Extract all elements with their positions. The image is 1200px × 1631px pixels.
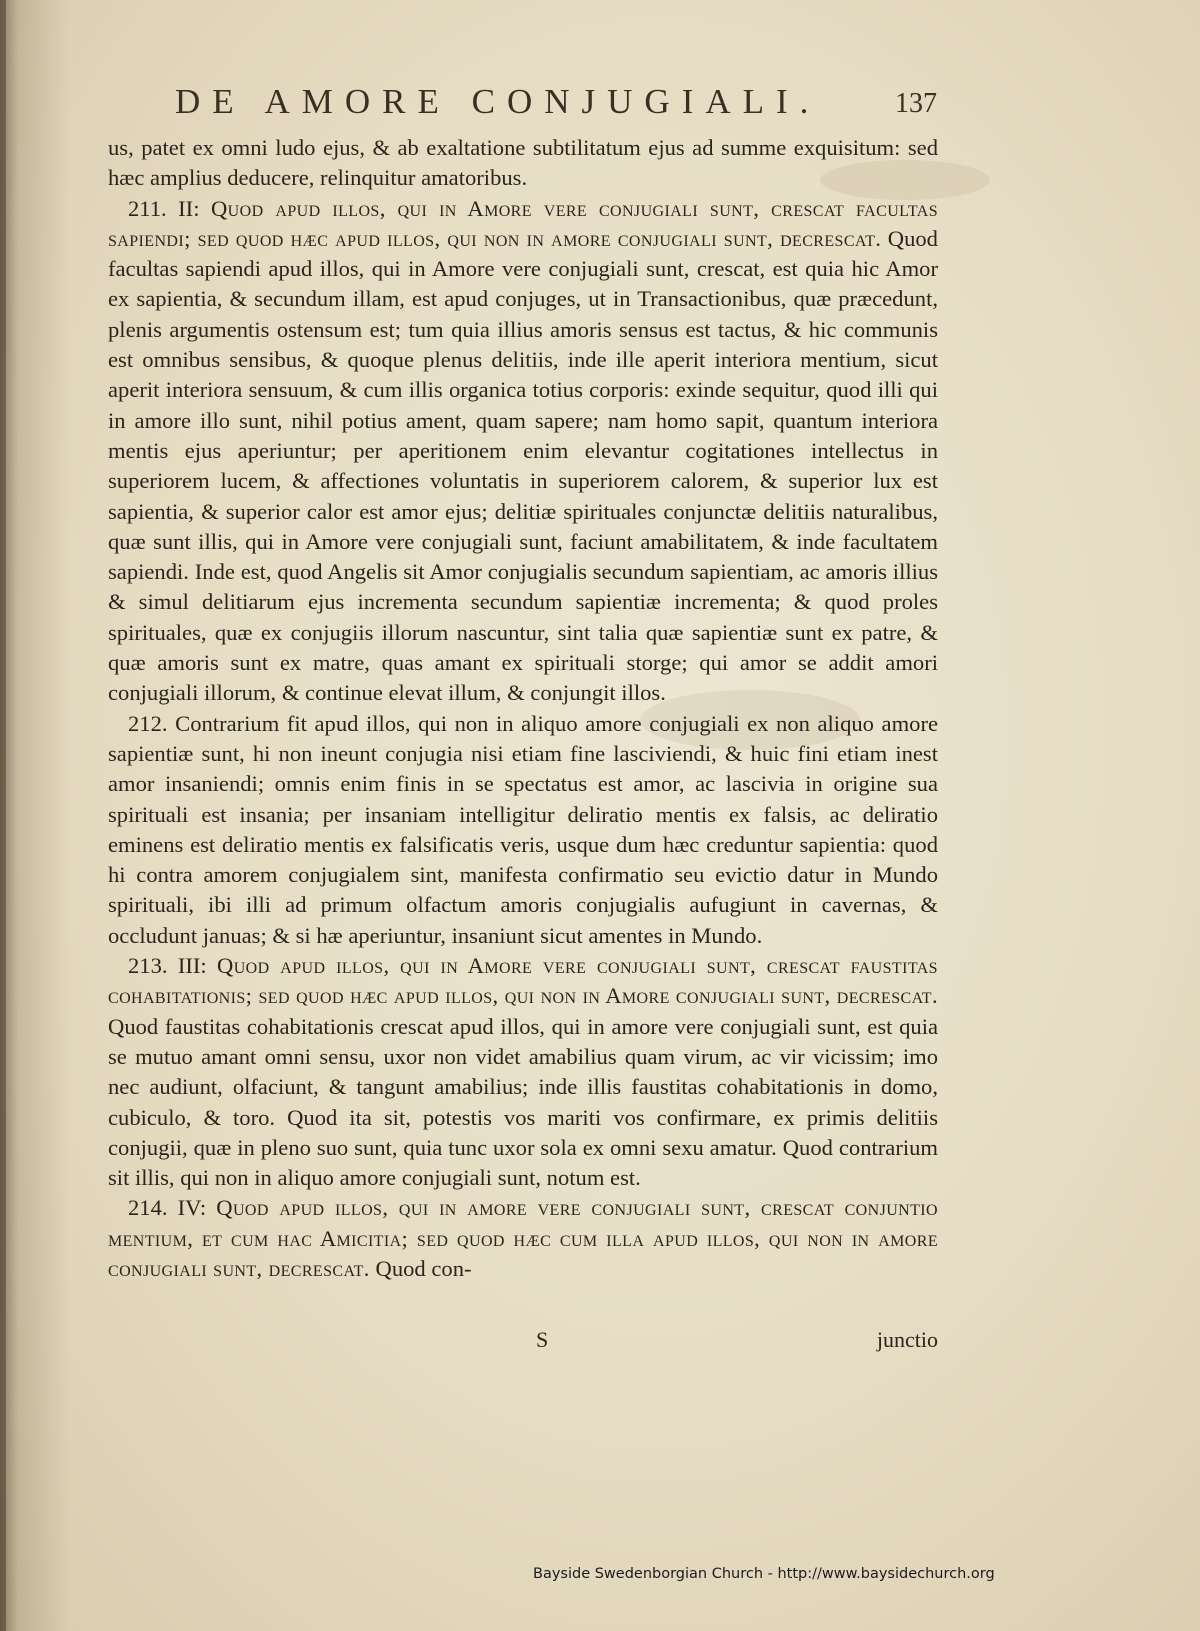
paragraph-number: 214. IV: bbox=[128, 1195, 207, 1221]
continuation-paragraph: us, patet ex omni ludo ejus, & ab exaltatione subtilitatum ejus ad summe exquisitum: sed hæc amplius deducere, relinquitur amatoribus. bbox=[108, 135, 938, 191]
paragraph-212 bbox=[108, 709, 938, 951]
catchline bbox=[108, 1327, 938, 1359]
footer-credit: Bayside Swedenborgian Church - http://www.baysidechurch.org bbox=[533, 1566, 995, 1582]
paragraph-211 bbox=[108, 194, 938, 709]
paragraph-text: Quod faustitas cohabitationis crescat apud illos, qui in amore vere conjugiali sunt, est quia se mutuo amant omni sensu, uxor non videt amabilius quam virum, ac vir vicissim; imo nec audiunt, olfaciunt, & tangunt amabilius; inde illis faustitas cohabitationis in domo, cubiculo, & toro. Quod ita sit, potestis vos mariti vos confirmare, ex primis delitiis conjugii, quæ in pleno suo sunt, quia tunc uxor sola ex omni sexu amatur. Quod contrarium sit illis, qui non in aliquo amore conjugiali sunt, notum est. bbox=[108, 1013, 938, 1191]
paragraph-text: Quod facultas sapiendi apud illos, qui in Amore vere conjugiali sunt, crescat, est quia hic Amor ex sapientia, & secundum illam, est apud conjuges, ut in Transactionibus, quæ præcedunt, plenis argumentis ostensum est; tum quia illius amoris sensus est tactus, & hic communis est omnibus sensibus, & quoque plenus delitiis, inde ille aperit interiora mentium, sicut aperit interiora sensuum, & cum illis organica totius corporis: exinde sequitur, quod illi qui in amore illo sunt, nihil potius ament, quam sapere; nam homo sapit, quantum interiora mentis ejus aperiuntur; per aperitionem enim elevantur cogitationes intellectus in superiorem lucem, & affectiones voluntatis in superiorem calorem, & superior lux est sapientia, & superior calor est amor ejus; delitiæ spirituales conjunctæ delitiis naturalibus, quæ sunt illis, qui in Amore vere conjugiali sunt, faciunt amabilitatem, & inde facultatem sapiendi. Inde est, quod Angelis sit Amor conjugialis secundum sapientiam, ac amoris illius & simul delitiarum ejus incrementa secundum sapientiæ incrementa; & quod proles spirituales, quæ ex conjugiis illorum nascuntur, sint talia quæ sapientiæ sunt ex patre, & quæ amoris sunt ex matre, quas amant ex spirituali storge; qui amor se addit amori conjugiali illorum, & continue elevat illum, & conjungit illos. bbox=[108, 225, 938, 706]
body-text bbox=[108, 133, 938, 1284]
paragraph-heading: Quod apud illos, qui in amore vere conjugiali sunt, crescat conjuntio mentium, et cum hac Amicitia; sed quod hæc cum illa apud illos, qui non in amore conjugiali sunt, decrescat. bbox=[108, 1195, 938, 1281]
catchword: junctio bbox=[876, 1327, 938, 1352]
signature-mark: S bbox=[536, 1327, 549, 1352]
paragraph-number: 213. III: bbox=[128, 953, 207, 979]
paragraph-text: Contrarium fit apud illos, qui non in aliquo amore conjugiali ex non aliquo amore sapientiæ sunt, hi non ineunt conjugia nisi etiam fine lasciviendi, & huic fini etiam inest amor insaniendi; omnis enim finis in se spectatus est amor, ac lascivia in origine sua spirituali est insania; per insaniam intelligitur deliratio mentis ex falsis, ac deliratio eminens est deliratio mentis ex falsificatis veris, usque dum hæc creduntur sapientia: quod hi contra amorem conjugialem sint, manifesta confirmatio seu evictio datur in Mundo spirituali, ibi illi ad primum olfactum amoris conjugialis aufugiunt in cavernas, & occludunt januas; & si hæ aperiuntur, insaniunt sicut amentes in Mundo. bbox=[108, 710, 938, 948]
page-number: 137 bbox=[895, 88, 937, 119]
paragraph-213 bbox=[108, 951, 938, 1193]
running-head bbox=[175, 82, 975, 126]
paragraph-number: 212. bbox=[128, 710, 168, 736]
paragraph-number: 211. II: bbox=[128, 195, 200, 221]
running-title: DE AMORE CONJUGIALI. bbox=[175, 82, 821, 121]
book-spine-shadow bbox=[0, 0, 6, 1631]
paragraph-214 bbox=[108, 1193, 938, 1284]
paragraph-heading: Quod apud illos, qui in Amore vere conjugiali sunt, crescat facultas sapiendi; sed quod hæc apud illos, qui non in amore conjugiali sunt, decrescat. bbox=[108, 195, 939, 251]
paragraph-text: Quod con- bbox=[375, 1255, 472, 1281]
paragraph-heading: Quod apud illos, qui in Amore vere conjugiali sunt, crescat faustitas cohabitationis; sed quod hæc apud illos, qui non in Amore conjugiali sunt, decrescat. bbox=[108, 953, 938, 1009]
